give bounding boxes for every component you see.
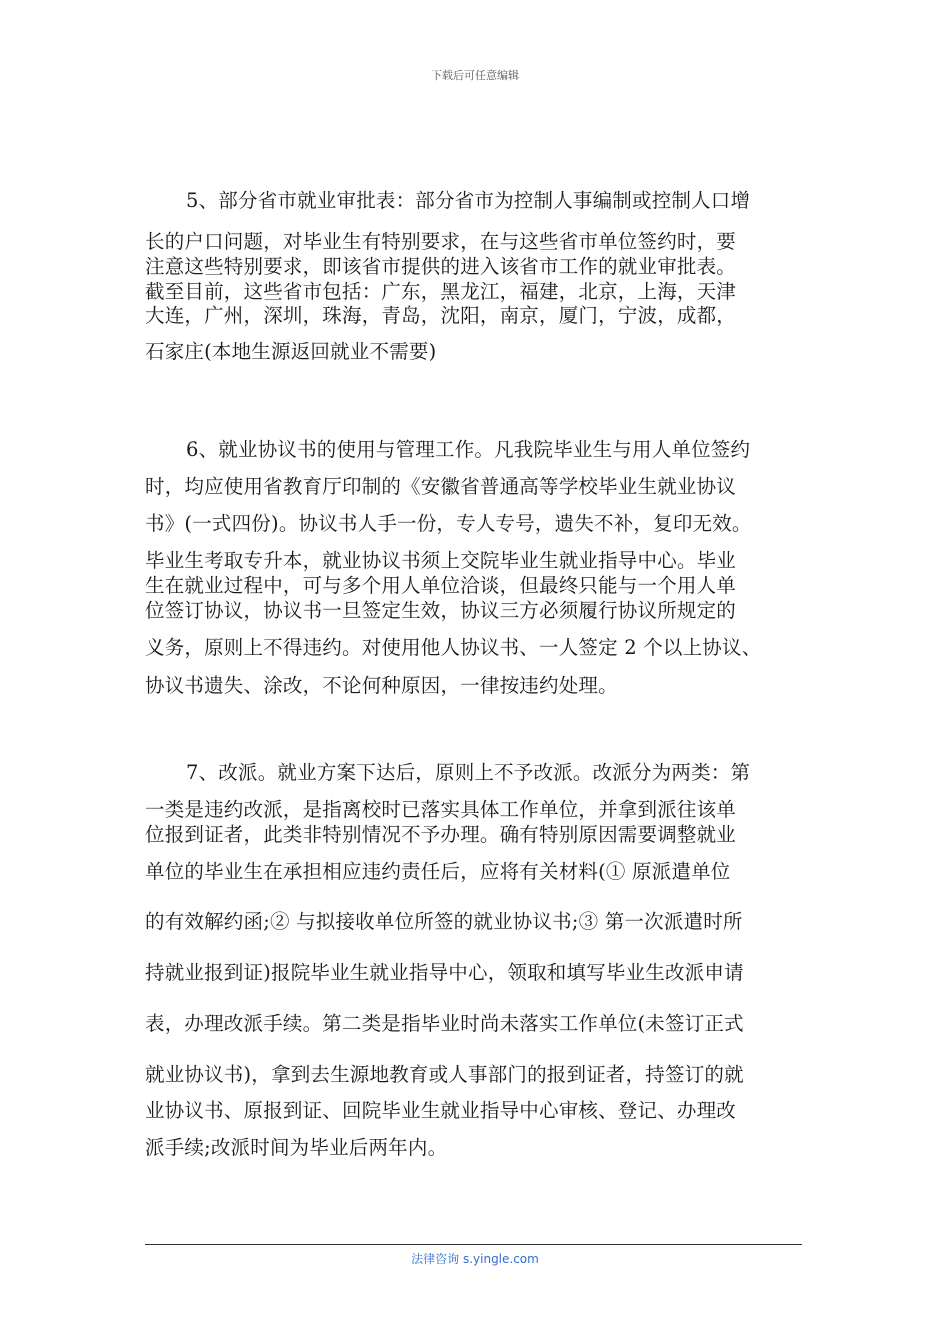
footer-link[interactable]: 法律咨询 s.yingle.com	[411, 1252, 539, 1266]
paragraph-5-line: 长的户口问题，对毕业生有特别要求，在与这些省市单位签约时，要	[145, 230, 737, 253]
paragraph-7-line: 一类是违约改派，是指离校时已落实具体工作单位，并拿到派往该单	[145, 798, 737, 821]
paragraph-6-line: 生在就业过程中，可与多个用人单位洽谈，但最终只能与一个用人单	[145, 574, 737, 597]
footer-divider	[145, 1244, 802, 1245]
paragraph-5-line: 大连，广州，深圳，珠海，青岛，沈阳，南京，厦门，宁波，成都，	[145, 304, 737, 327]
paragraph-6-line: 协议书遗失、涂改，不论何种原因，一律按违约处理。	[145, 674, 618, 697]
paragraph-5-line: 注意这些特别要求，即该省市提供的进入该省市工作的就业审批表。	[145, 255, 737, 278]
page-header: 下载后可任意编辑	[431, 69, 519, 82]
paragraph-6-line: 书》(一式四份)。协议书人手一份，专人专号，遗失不补，复印无效。	[145, 512, 752, 535]
paragraph-7-line: 单位的毕业生在承担相应违约责任后，应将有关材料(① 原派遣单位	[145, 860, 731, 883]
paragraph-7-line: 7、改派。就业方案下达后，原则上不予改派。改派分为两类：第	[186, 761, 751, 784]
paragraph-7-line: 表，办理改派手续。第二类是指毕业时尚未落实工作单位(未签订正式	[145, 1012, 744, 1035]
paragraph-7-line: 的有效解约函;② 与拟接收单位所签的就业协议书;③ 第一次派遣时所	[145, 910, 743, 933]
paragraph-5-line: 5、部分省市就业审批表：部分省市为控制人事编制或控制人口增	[186, 189, 751, 212]
paragraph-6-line: 位签订协议，协议书一旦签定生效，协议三方必须履行协议所规定的	[145, 599, 737, 622]
paragraph-7-line: 就业协议书)，拿到去生源地教育或人事部门的报到证者，持签订的就	[145, 1063, 744, 1086]
paragraph-7-line: 持就业报到证)报院毕业生就业指导中心，领取和填写毕业生改派申请	[145, 961, 744, 984]
paragraph-7-line: 业协议书、原报到证、回院毕业生就业指导中心审核、登记、办理改	[145, 1099, 737, 1122]
paragraph-7-line: 派手续;改派时间为毕业后两年内。	[145, 1136, 448, 1159]
paragraph-5-line: 石家庄(本地生源返回就业不需要)	[145, 340, 437, 363]
paragraph-6-line: 义务，原则上不得违约。对使用他人协议书、一人签定 2 个以上协议、	[145, 636, 762, 659]
paragraph-6-line: 毕业生考取专升本，就业协议书须上交院毕业生就业指导中心。毕业	[145, 549, 737, 572]
paragraph-6-line: 时，均应使用省教育厅印制的《安徽省普通高等学校毕业生就业协议	[145, 475, 737, 498]
paragraph-5-line: 截至目前，这些省市包括：广东，黑龙江，福建，北京，上海，天津	[145, 280, 737, 303]
paragraph-6-line: 6、就业协议书的使用与管理工作。凡我院毕业生与用人单位签约	[186, 438, 751, 461]
paragraph-7-line: 位报到证者，此类非特别情况不予办理。确有特别原因需要调整就业	[145, 823, 737, 846]
